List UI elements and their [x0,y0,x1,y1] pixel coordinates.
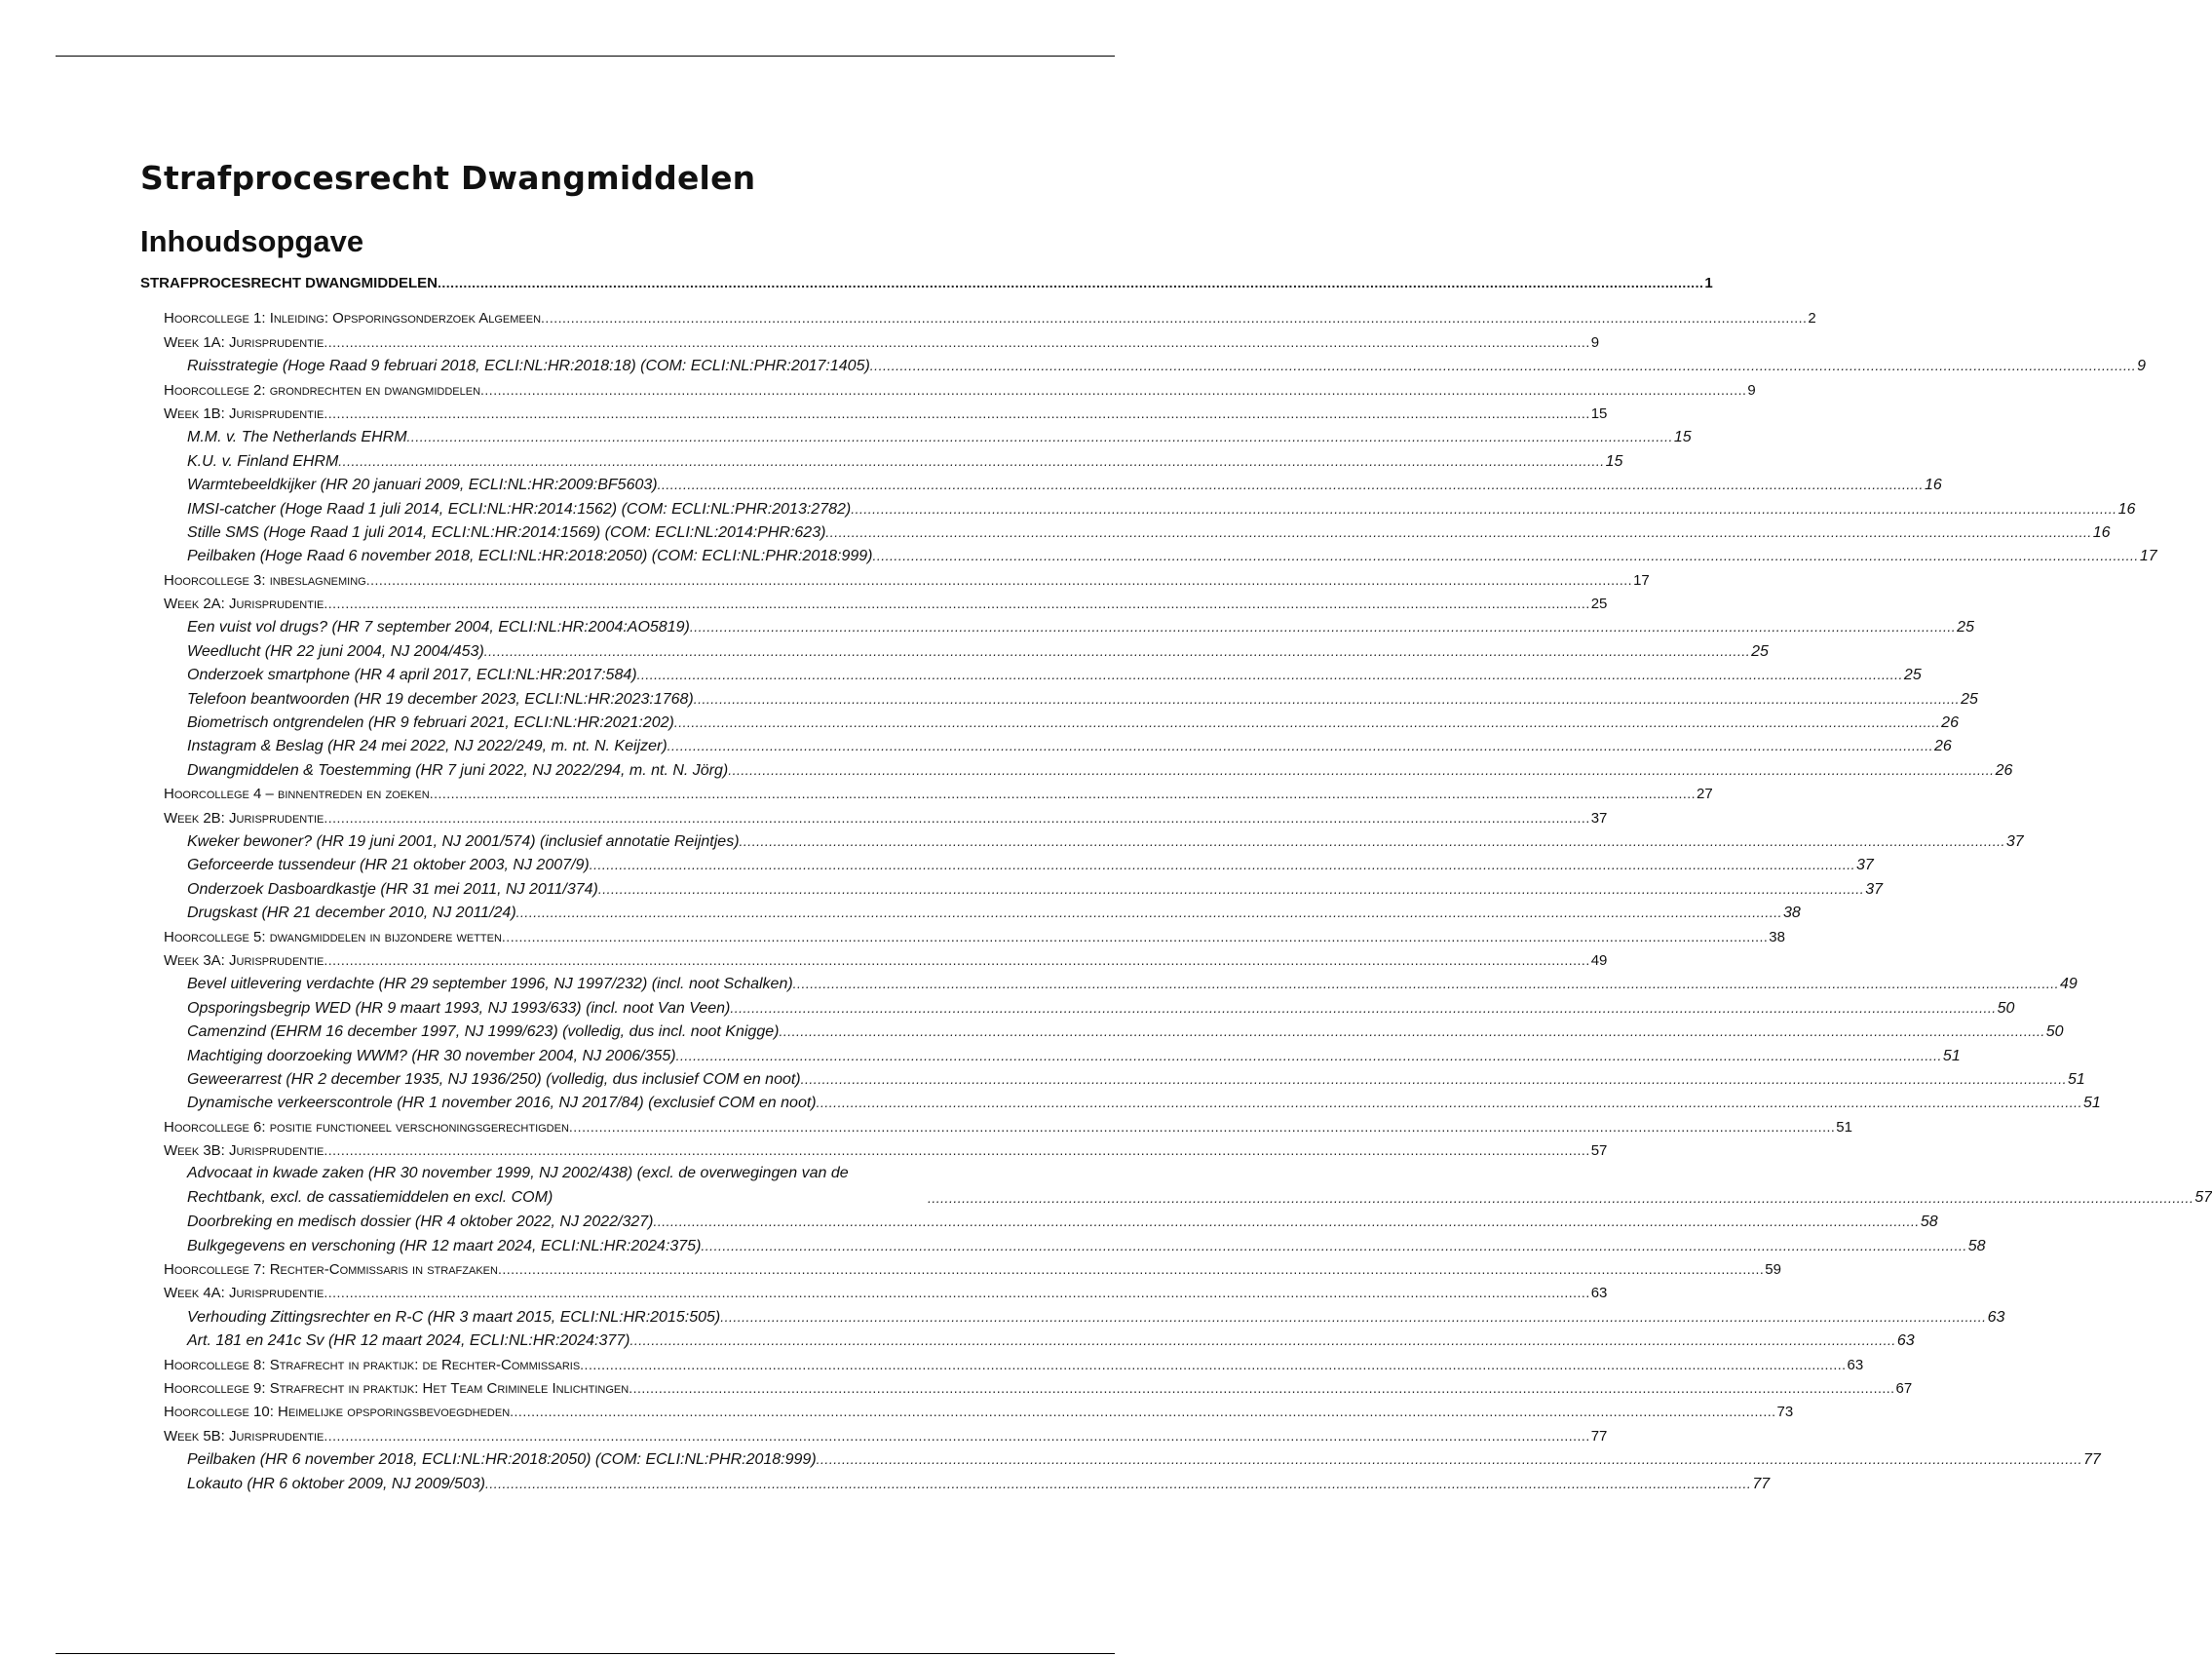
toc-entry-page: 15 [1590,405,1608,422]
toc-dot-leader [541,306,1807,329]
toc-entry-title: Peilbaken (Hoge Raad 6 november 2018, ECLI:NL:HR:2018:2050) (COM: ECLI:NL:PHR:2018:999) [187,548,873,565]
toc-entry-title: Hoorcollege 5: dwangmiddelen in bijzondere wetten [164,928,502,945]
toc-entry-page: 25 [1751,642,1769,660]
toc-entry[interactable] [140,615,1974,638]
toc-dot-leader [629,1376,1894,1400]
toc-entry-title: Hoorcollege 3: inbeslagneming [164,571,366,589]
toc-entry-title: Ruisstrategie (Hoge Raad 9 februari 2018, ECLI:NL:HR:2018:18) (COM: ECLI:NL:PHR:2017:1405) [187,358,870,375]
toc-entry[interactable] [140,1353,1864,1376]
toc-dot-leader [817,1091,2082,1114]
toc-dot-leader [324,1424,1589,1447]
toc-entry[interactable] [140,901,1801,924]
toc-entry-title: Peilbaken (HR 6 november 2018, ECLI:NL:HR:2018:2050) (COM: ECLI:NL:PHR:2018:999) [187,1451,817,1469]
toc-entry[interactable] [140,592,1608,615]
toc-entry-page: 51 [2067,1070,2085,1088]
toc-entry[interactable] [140,925,1785,948]
toc-entry-page: 63 [1896,1332,1915,1350]
toc-dot-leader [720,1305,1986,1329]
toc-entry-title: Geweerarrest (HR 2 december 1935, NJ 1936/250) (volledig, dus inclusief COM en noot) [187,1070,801,1088]
toc-entry[interactable] [140,996,2015,1020]
toc-entry-title: Hoorcollege 4 – binnentreden en zoeken [164,786,430,803]
toc-entry-page: 50 [2045,1023,2064,1041]
toc-entry-title: K.U. v. Finland EHRM [187,452,339,470]
toc-entry-page: 57 [2194,1188,2212,1206]
toc-dot-leader [430,782,1696,805]
toc-dot-leader [366,568,1632,592]
toc-entry-page: 51 [1836,1118,1852,1136]
toc-dot-leader [801,1067,2067,1091]
toc-entry-title: Week 1B: Jurisprudentie [164,405,324,422]
toc-entry[interactable] [140,271,1713,294]
toc-dot-leader [516,901,1782,924]
toc-entry-title: Verhouding Zittingsrechter en R-C (HR 3 maart 2015, ECLI:NL:HR:2015:505) [187,1308,721,1326]
toc-entry-page: 26 [1934,738,1952,755]
toc-dot-leader [484,639,1750,663]
toc-entry-title: Week 2A: Jurisprudentie [164,596,324,613]
toc-dot-leader [728,758,1994,782]
toc-entry-page: 25 [1961,690,1978,708]
toc-dot-leader [779,1020,2044,1043]
toc-entry[interactable] [140,853,1874,876]
toc-entry-page: 77 [1590,1427,1608,1445]
toc-entry-page: 9 [2137,358,2147,375]
toc-entry-page: 16 [1924,477,1942,494]
toc-dot-leader [740,829,2005,853]
toc-entry[interactable] [140,520,2111,544]
toc-entry[interactable] [140,1400,1794,1423]
toc-entry-page: 15 [1605,452,1623,470]
toc-entry-page: 15 [1673,429,1692,446]
toc-entry-title: Onderzoek smartphone (HR 4 april 2017, ECLI:NL:HR:2017:584) [187,667,637,684]
toc-entry[interactable] [140,1376,1913,1400]
toc-entry-page: 9 [1590,333,1600,351]
toc-dot-leader [438,271,1703,294]
toc-dot-leader [324,330,1589,354]
toc-dot-leader [658,473,1924,496]
toc-entry[interactable] [140,425,1692,448]
toc-entry-title: Week 1A: Jurisprudentie [164,333,324,351]
toc-entry-title: Week 4A: Jurisprudentie [164,1285,324,1302]
toc-entry-title: Stille SMS (Hoge Raad 1 juli 2014, ECLI:NL:HR:2014:1569) (COM: ECLI:NL:2014:PHR:623) [187,523,826,541]
toc-entry[interactable] [140,972,2078,995]
toc-entry[interactable] [140,1067,2085,1091]
toc-entry-page: 9 [1747,381,1756,399]
toc-dot-leader [793,972,2059,995]
toc-dot-leader [694,687,1960,711]
toc-dot-leader [569,1115,1835,1138]
toc-entry-title: Geforceerde tussendeur (HR 21 oktober 2003, NJ 2007/9) [187,857,590,874]
toc-entry[interactable] [140,782,1713,805]
toc-entry[interactable] [140,734,1952,757]
document-title: Strafprocesrecht Dwangmiddelen [140,159,756,197]
toc-entry[interactable] [140,568,1650,592]
toc-entry-page: 37 [2005,832,2024,850]
toc-entry-title: M.M. v. The Netherlands EHRM [187,429,407,446]
toc-entry-page: 63 [1987,1308,2005,1326]
toc-entry-page: 37 [1856,857,1874,874]
toc-entry-page: 67 [1895,1380,1913,1397]
toc-entry-page: 16 [2117,500,2136,518]
toc-entry-title: IMSI-catcher (Hoge Raad 1 juli 2014, ECLI:NL:HR:2014:1562) (COM: ECLI:NL:PHR:2013:2782) [187,500,852,518]
toc-entry-page: 17 [2139,548,2157,565]
toc-entry-title: Telefoon beantwoorden (HR 19 december 2023, ECLI:NL:HR:2023:1768) [187,690,694,708]
toc-entry-title: Hoorcollege 8: Strafrecht in praktijk: de Rechter-Commissaris [164,1356,581,1373]
toc-entry[interactable] [140,306,1816,329]
toc-entry-title: Warmtebeeldkijker (HR 20 januari 2009, ECLI:NL:HR:2009:BF5603) [187,477,658,494]
toc-entry-page: 77 [2083,1451,2101,1469]
toc-entry-title: Doorbreking en medisch dossier (HR 4 oktober 2022, NJ 2022/327) [187,1214,654,1231]
toc-dot-leader [825,520,2091,544]
toc-entry[interactable] [140,639,1769,663]
toc-entry[interactable] [140,402,1608,425]
toc-entry-title: Art. 181 en 241c Sv (HR 12 maart 2024, ECLI:NL:HR:2024:377) [187,1332,630,1350]
toc-entry-title: Biometrisch ontgrendelen (HR 9 februari 2021, ECLI:NL:HR:2021:202) [187,714,674,732]
toc-entry-page: 49 [1590,951,1608,969]
toc-entry[interactable] [140,1257,1781,1281]
toc-entry[interactable] [140,829,2024,853]
toc-dot-leader [485,1472,1751,1495]
toc-heading: Inhoudsopgave [140,224,364,258]
toc-entry-page: 63 [1847,1356,1864,1373]
header-rule [56,56,1115,57]
toc-dot-leader [498,1257,1764,1281]
toc-entry[interactable] [140,1424,1608,1447]
toc-entry[interactable] [140,663,1922,686]
toc-entry-title: Opsporingsbegrip WED (HR 9 maart 1993, NJ 1993/633) (incl. noot Van Veen) [187,999,731,1017]
toc-dot-leader [928,1186,2193,1210]
toc-entry-title: Hoorcollege 1: Inleiding: Opsporingsonderzoek Algemeen [164,310,542,328]
toc-entry-page: 25 [1957,619,1974,636]
toc-dot-leader [637,663,1903,686]
toc-entry-title: Hoorcollege 10: Heimelijke opsporingsbevoegdheden [164,1404,511,1421]
toc-entry-page: 26 [1941,714,1959,732]
toc-entry-title: Een vuist vol drugs? (HR 7 september 2004, ECLI:NL:HR:2004:AO5819) [187,619,690,636]
toc-entry[interactable] [140,1472,1771,1495]
toc-entry[interactable] [140,1447,2101,1471]
toc-entry[interactable] [140,758,2013,782]
toc-dot-leader [653,1210,1919,1233]
toc-dot-leader [674,711,1940,734]
toc-entry[interactable] [140,806,1608,829]
toc-dot-leader [407,425,1673,448]
toc-dot-leader [324,948,1589,972]
toc-entry-title: Week 3B: Jurisprudentie [164,1142,324,1160]
toc-entry[interactable] [140,687,1978,711]
toc-entry-title: Advocaat in kwade zaken (HR 30 november 1999, NJ 2002/438) (excl. de overwegingen van de Rechtbank, excl. de cassatiemiddelen en excl. COM) [187,1165,849,1206]
toc-entry-title: Hoorcollege 7: Rechter-Commissaris in strafzaken [164,1261,498,1279]
toc-entry[interactable] [140,1138,1608,1162]
toc-entry-title: Onderzoek Dasboardkastje (HR 31 mei 2011, NJ 2011/374) [187,880,598,898]
toc-entry[interactable] [140,711,1959,734]
toc-entry-title: Weedlucht (HR 22 juni 2004, NJ 2004/453) [187,642,484,660]
toc-entry-title: Instagram & Beslag (HR 24 mei 2022, NJ 2022/249, m. nt. N. Keijzer) [187,738,667,755]
toc-entry-title: Lokauto (HR 6 oktober 2009, NJ 2009/503) [187,1475,485,1492]
toc-entry-title: Kweker bewoner? (HR 19 juni 2001, NJ 2001/574) (inclusief annotatie Reijntjes) [187,832,740,850]
toc-entry-page: 58 [1967,1237,1986,1254]
toc-dot-leader [324,592,1589,615]
toc-entry[interactable] [140,877,1883,901]
toc-dot-leader [580,1353,1846,1376]
toc-dot-leader [851,497,2117,520]
toc-entry-page: 2 [1808,310,1816,328]
toc-dot-leader [629,1329,1895,1352]
toc-entry[interactable] [140,948,1608,972]
table-of-contents [140,271,2212,1495]
toc-entry[interactable] [140,1210,1938,1233]
toc-entry[interactable] [140,1234,1986,1257]
toc-entry-page: 51 [2082,1095,2101,1112]
toc-entry-page: 51 [1942,1047,1961,1064]
toc-entry[interactable] [140,378,1756,402]
toc-entry[interactable] [140,330,1600,354]
toc-entry-title: Hoorcollege 6: positie functioneel verschoningsgerechtigden [164,1118,569,1136]
toc-entry[interactable] [140,1329,1915,1352]
toc-dot-leader [324,402,1589,425]
toc-entry-title: Machtiging doorzoeking WWM? (HR 30 november 2004, NJ 2006/355) [187,1047,676,1064]
toc-entry[interactable] [140,544,2157,567]
toc-entry-page: 49 [2060,976,2078,993]
toc-entry-title: STRAFPROCESRECHT DWANGMIDDELEN [140,275,439,291]
toc-entry-page: 58 [1920,1214,1938,1231]
toc-entry-page: 73 [1776,1404,1794,1421]
toc-entry-title: Week 2B: Jurisprudentie [164,809,324,827]
toc-entry[interactable] [140,1115,1852,1138]
toc-dot-leader [324,1281,1589,1304]
toc-dot-leader [730,996,1996,1020]
toc-entry-page: 59 [1765,1261,1781,1279]
toc-entry-title: Week 3A: Jurisprudentie [164,951,324,969]
toc-dot-leader [690,615,1956,638]
toc-entry-page: 37 [1590,809,1608,827]
toc-entry-title: Dynamische verkeerscontrole (HR 1 november 2016, NJ 2017/84) (exclusief COM en noot) [187,1095,817,1112]
toc-entry[interactable] [140,473,1942,496]
toc-dot-leader [817,1447,2082,1471]
toc-entry-page: 1 [1704,275,1713,291]
toc-entry-title: Bevel uitlevering verdachte (HR 29 september 1996, NJ 1997/232) (incl. noot Schalken) [187,976,793,993]
toc-dot-leader [870,354,2136,377]
toc-entry[interactable] [140,449,1623,473]
toc-entry[interactable] [140,1020,2064,1043]
toc-entry-page: 77 [1752,1475,1771,1492]
toc-entry-page: 25 [1590,596,1608,613]
toc-entry[interactable] [140,1091,2101,1114]
toc-dot-leader [502,925,1768,948]
toc-entry-page: 25 [1903,667,1922,684]
toc-entry-title: Dwangmiddelen & Toestemming (HR 7 juni 2022, NJ 2022/294, m. nt. N. Jörg) [187,761,729,779]
toc-entry-page: 50 [1997,999,2015,1017]
toc-dot-leader [338,449,1604,473]
toc-entry-page: 57 [1590,1142,1608,1160]
toc-dot-leader [667,734,1933,757]
toc-entry-title: Camenzind (EHRM 16 december 1997, NJ 1999/623) (volledig, dus incl. noot Knigge) [187,1023,780,1041]
toc-entry[interactable] [140,1281,1608,1304]
toc-entry[interactable] [140,354,2147,377]
toc-entry-title: Hoorcollege 2: grondrechten en dwangmiddelen [164,381,481,399]
toc-entry-title: Week 5B: Jurisprudentie [164,1427,324,1445]
toc-entry[interactable] [140,1162,2212,1210]
toc-dot-leader [872,544,2138,567]
toc-entry-page: 16 [2092,523,2111,541]
toc-entry[interactable] [140,497,2136,520]
toc-dot-leader [701,1234,1966,1257]
toc-entry-page: 27 [1697,786,1713,803]
toc-dot-leader [590,853,1855,876]
toc-entry-title: Drugskast (HR 21 december 2010, NJ 2011/24) [187,905,516,922]
toc-dot-leader [598,877,1864,901]
toc-dot-leader [510,1400,1775,1423]
toc-entry-page: 38 [1769,928,1785,945]
toc-entry[interactable] [140,1044,1961,1067]
toc-dot-leader [480,378,1746,402]
toc-entry-page: 63 [1590,1285,1608,1302]
toc-entry-page: 37 [1865,880,1883,898]
toc-dot-leader [676,1044,1942,1067]
toc-dot-leader [324,806,1589,829]
toc-entry[interactable] [140,1305,2005,1329]
toc-entry-page: 38 [1783,905,1801,922]
toc-entry-page: 26 [1995,761,2013,779]
toc-entry-title: Hoorcollege 9: Strafrecht in praktijk: Het Team Criminele Inlichtingen [164,1380,629,1397]
toc-entry-page: 17 [1633,571,1650,589]
toc-entry-title: Bulkgegevens en verschoning (HR 12 maart 2024, ECLI:NL:HR:2024:375) [187,1237,702,1254]
footer-rule [56,1653,1115,1654]
toc-dot-leader [324,1138,1589,1162]
